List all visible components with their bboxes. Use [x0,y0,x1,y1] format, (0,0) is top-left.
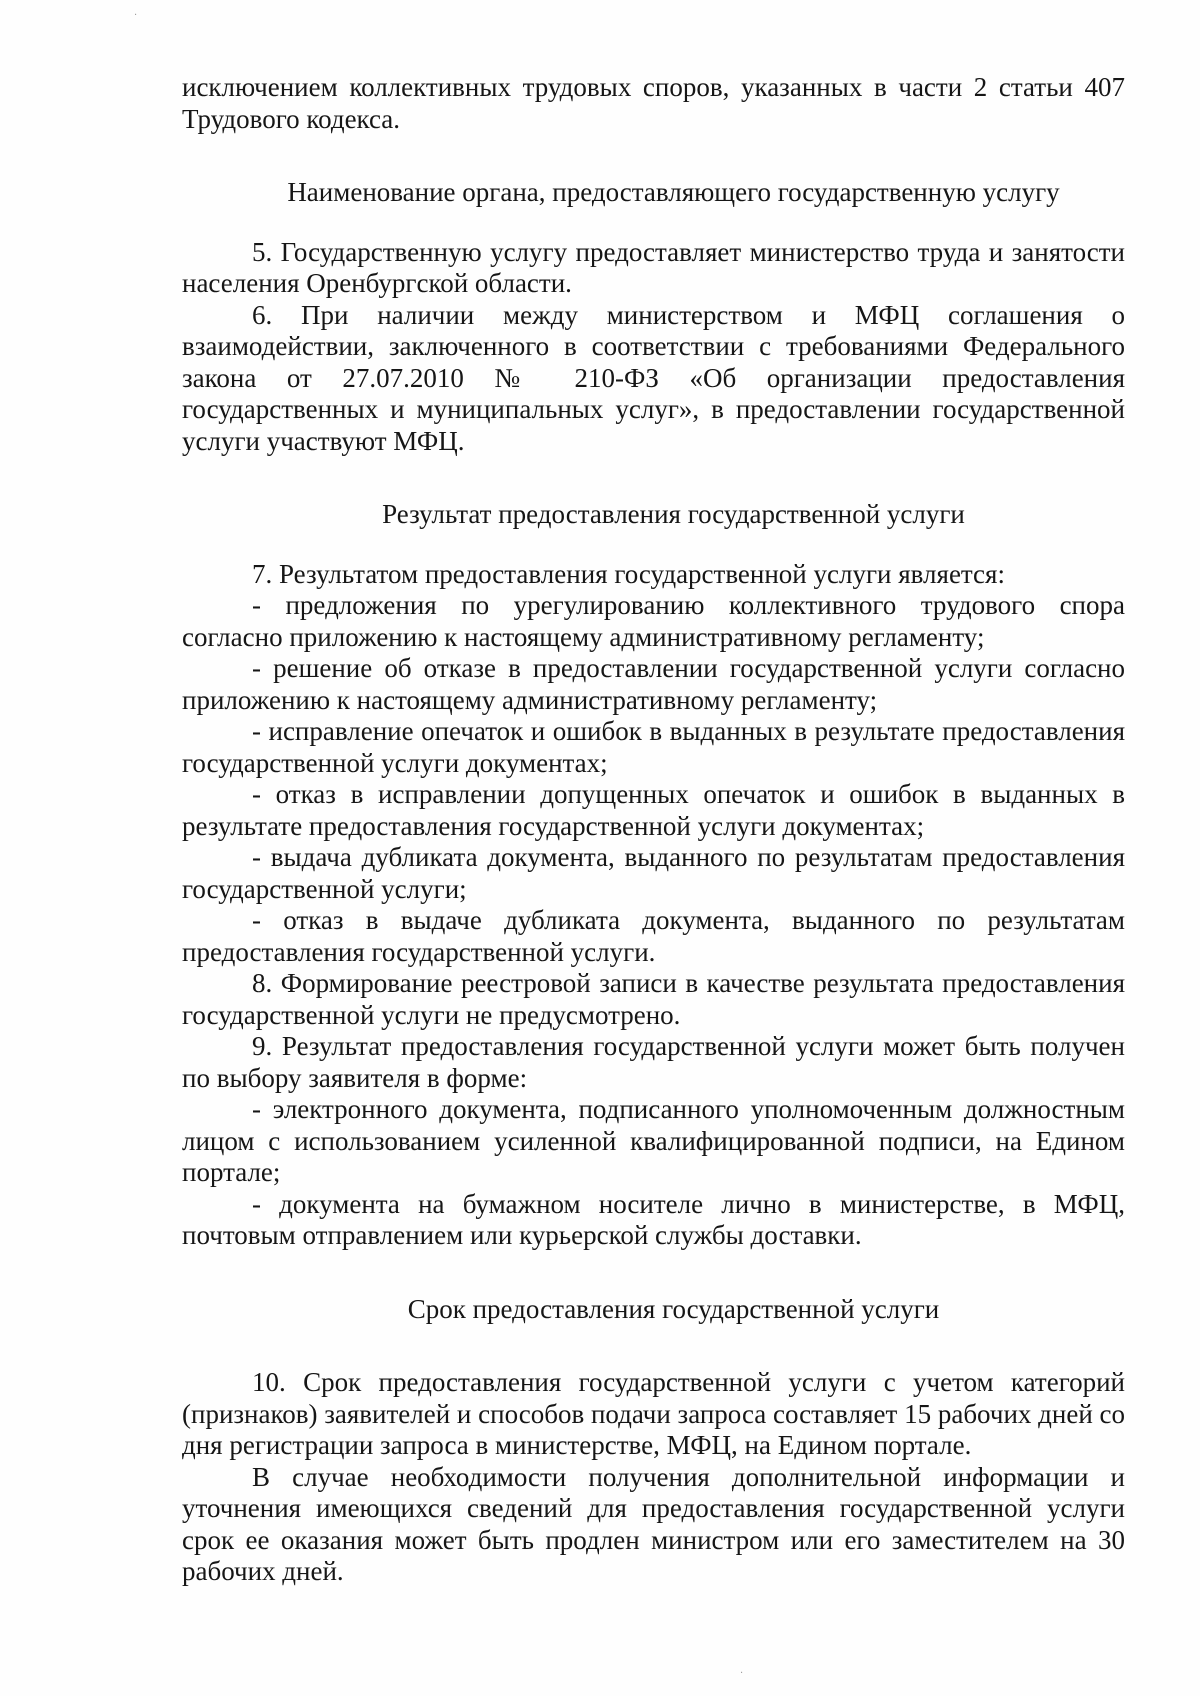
list-item: - решение об отказе в предоставлении государственной услуги согласно приложению к настоящему административному регламенту; [182,653,1125,715]
section-body [182,1367,1125,1588]
scan-speck: · [740,1668,744,1679]
list-item: - предложения по урегулированию коллективного трудового спора согласно приложению к настоящему административному регламенту; [182,590,1125,652]
section-heading: Срок предоставления государственной услуги [407,1293,940,1324]
list-item: - документа на бумажном носителе лично в министерстве, в МФЦ, почтовым отправлением или курьерской службы доставки. [182,1188,1125,1250]
document-body [182,72,1125,1588]
scan-speck: · [134,10,138,21]
list-item: - отказ в исправлении допущенных опечаток и ошибок в выданных в результате предоставления государственной услуги документах; [182,779,1125,841]
paragraph: 5. Государственную услугу предоставляет министерство труда и занятости населения Оренбургской области. [182,236,1125,298]
paragraph: 9. Результат предоставления государственной услуги может быть получен по выбору заявителя в форме: [182,1031,1125,1093]
list-item: - отказ в выдаче дубликата документа, выданного по результатам предоставления государственной услуги. [182,905,1125,967]
section-heading: Результат предоставления государственной услуги [382,499,965,529]
paragraph: В случае необходимости получения дополнительной информации и уточнения имеющихся сведений для предоставления государственной услуги срок ее оказания может быть продлен министром или его заместителем на 30 рабочих дней. [182,1461,1125,1586]
paragraph: 6. При наличии между министерством и МФЦ соглашения о взаимодействии, заключенного в соответствии с требованиями Федерального закона от 27.07.2010 № 210-ФЗ «Об организации предоставления государственных и муниципальных услуг», в предоставлении государственной услуги участвуют МФЦ. [182,299,1125,456]
paragraph: 7. Результатом предоставления государственной услуги является: [252,558,1005,589]
paragraph: 10. Срок предоставления государственной услуги с учетом категорий (признаков) заявителей и способов подачи запроса составляет 15 рабочих дней со дня регистрации запроса в министерстве, МФЦ, на Едином портале. [182,1367,1125,1460]
list-item: - электронного документа, подписанного уполномоченным должностным лицом с использованием усиленной квалифицированной подписи, на Едином портале; [182,1094,1125,1187]
section-body [182,559,1125,1252]
list-item: - исправление опечаток и ошибок в выданных в результате предоставления государственной услуги документах; [182,716,1125,778]
list-item: - выдача дубликата документа, выданного по результатам предоставления государственной услуги; [182,842,1125,904]
paragraph: 8. Формирование реестровой записи в качестве результата предоставления государственной услуги не предусмотрено. [182,968,1125,1030]
section-heading: Наименование органа, предоставляющего государственную услугу [287,177,1060,207]
section-body [182,237,1125,458]
intro-paragraph: исключением коллективных трудовых споров, указанных в части 2 статьи 407 Трудового кодекса. [182,72,1125,134]
